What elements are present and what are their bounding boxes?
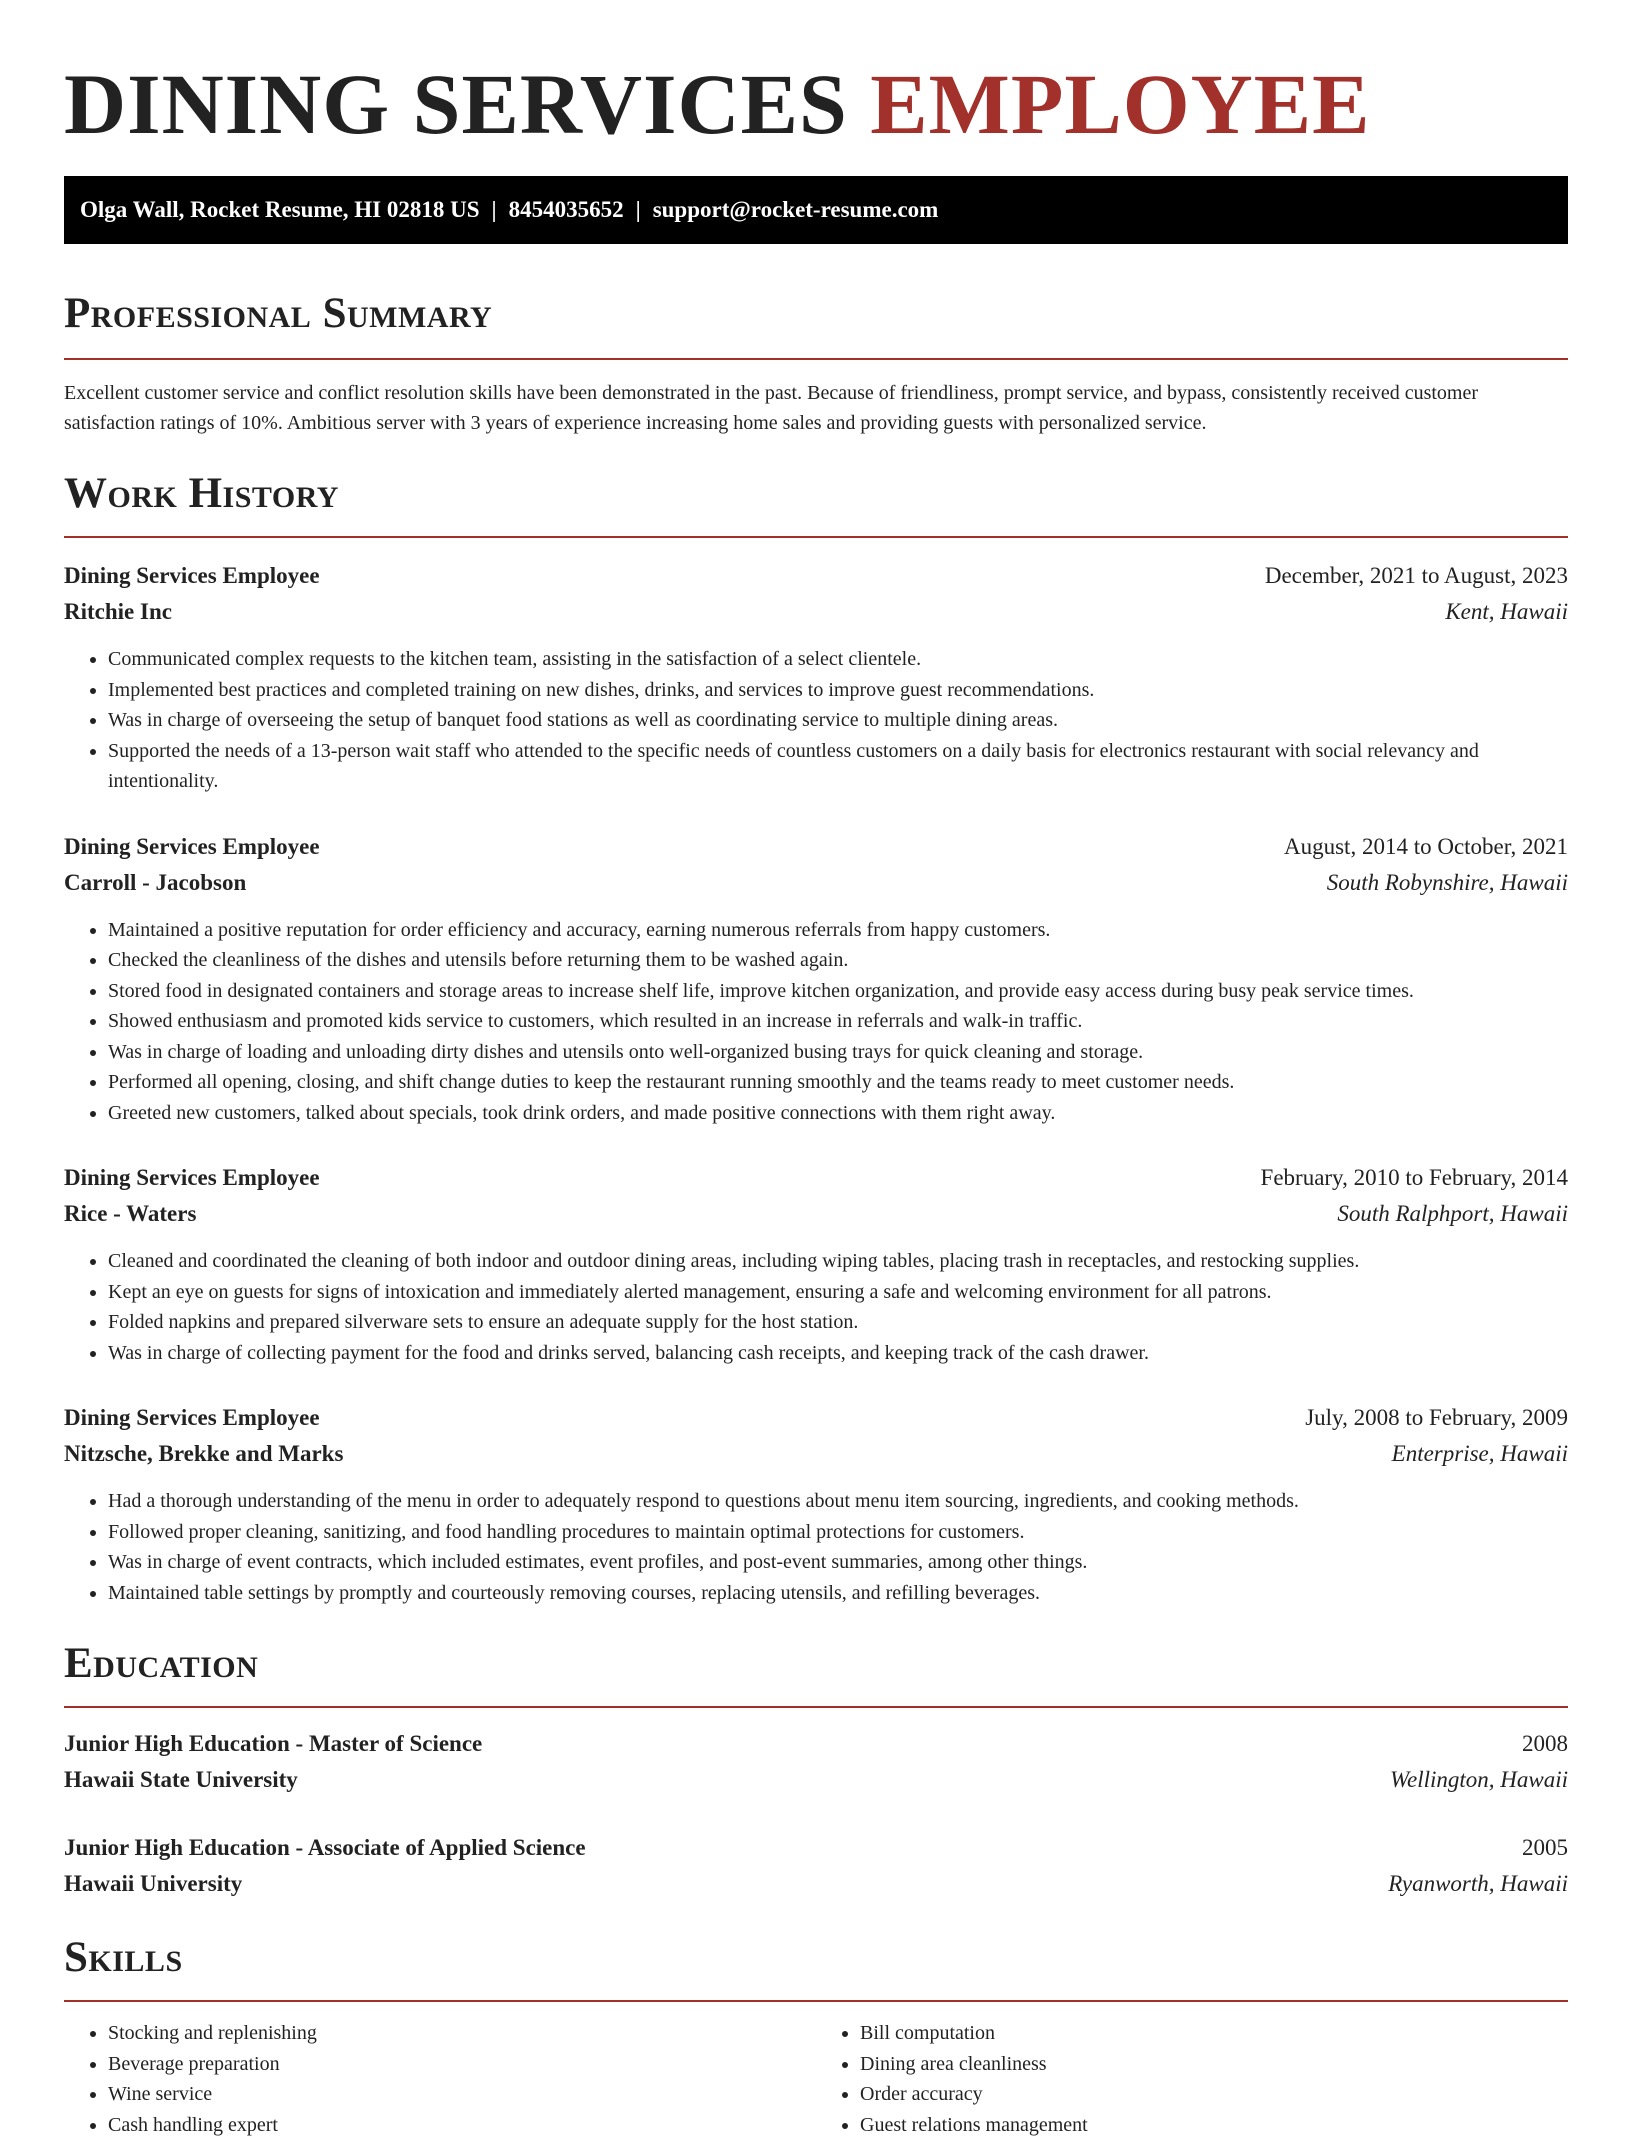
job-entry [64, 558, 1568, 797]
contact-phone: 8454035652 [509, 197, 624, 222]
contact-separator: | [480, 197, 509, 222]
job-dates: July, 2008 to February, 2009 [1305, 1400, 1568, 1436]
job-entry [64, 1400, 1568, 1608]
title-main: DINING SERVICES [64, 56, 848, 152]
job-location: South Robynshire, Hawaii [1327, 865, 1568, 901]
job-company: Ritchie Inc [64, 594, 172, 630]
resume-title [64, 0, 1568, 176]
job-bullet: • Was in charge of event contracts, which included estimates, event profiles, and post-event summaries, among other things. [108, 1547, 1568, 1578]
job-title: Dining Services Employee [64, 1400, 320, 1436]
summary-section [64, 288, 1568, 438]
education-year: 2005 [1522, 1830, 1568, 1866]
job-entry [64, 1160, 1568, 1368]
job-bullet: • Followed proper cleaning, sanitizing, and food handling procedures to maintain optimal protections for customers. [108, 1517, 1568, 1548]
work-history-section [64, 468, 1568, 1608]
skills-list-right [816, 2018, 1568, 2140]
job-company: Nitzsche, Brekke and Marks [64, 1436, 343, 1472]
job-bullet: • Folded napkins and prepared silverware sets to ensure an adequate supply for the host station. [108, 1307, 1568, 1338]
contact-address: Olga Wall, Rocket Resume, HI 02818 US [80, 197, 480, 222]
contact-email[interactable]: support@rocket-resume.com [653, 197, 939, 222]
job-bullet: • Had a thorough understanding of the menu in order to adequately respond to questions about menu item sourcing, ingredients, and cooking methods. [108, 1486, 1568, 1517]
job-bullet: • Maintained table settings by promptly and courteously removing courses, replacing utensils, and refilling beverages. [108, 1578, 1568, 1609]
contact-bar [64, 176, 1568, 244]
education-degree: Junior High Education - Master of Science [64, 1726, 482, 1762]
job-bullet: • Communicated complex requests to the kitchen team, assisting in the satisfaction of a select clientele. [108, 644, 1568, 675]
education-entry [64, 1830, 1568, 1902]
skill-item: • Bill computation [860, 2018, 1568, 2049]
skill-item: • Beverage preparation [108, 2049, 816, 2080]
job-bullet: • Implemented best practices and completed training on new dishes, drinks, and services to improve guest recommendations. [108, 675, 1568, 706]
education-school-row [64, 1762, 1568, 1798]
education-school: Hawaii University [64, 1866, 242, 1902]
job-entry [64, 829, 1568, 1129]
job-title: Dining Services Employee [64, 1160, 320, 1196]
section-heading-education: Education [64, 1638, 1568, 1690]
section-divider [64, 2000, 1568, 2002]
section-divider [64, 358, 1568, 360]
education-section [64, 1638, 1568, 1902]
job-header-row [64, 829, 1568, 865]
section-heading-work-history: Work History [64, 468, 1568, 520]
skill-item: • Stocking and replenishing [108, 2018, 816, 2049]
job-bullet: • Showed enthusiasm and promoted kids service to customers, which resulted in an increase in referrals and walk-in traffic. [108, 1006, 1568, 1037]
skills-columns [64, 2018, 1568, 2140]
job-location: Kent, Hawaii [1445, 594, 1568, 630]
job-header-row [64, 1400, 1568, 1436]
summary-text: Excellent customer service and conflict resolution skills have been demonstrated in the past. Because of friendliness, prompt service, and bypass, consistently received customer satisfaction ratings of 10%. Ambitious server with 3 years of experience increasing home sales and providing guests with personalized service. [64, 378, 1568, 438]
skill-item: • Dining area cleanliness [860, 2049, 1568, 2080]
job-dates: December, 2021 to August, 2023 [1265, 558, 1568, 594]
job-bullet: • Kept an eye on guests for signs of intoxication and immediately alerted management, ensuring a safe and welcoming environment for all patrons. [108, 1277, 1568, 1308]
job-bullets [64, 915, 1568, 1129]
education-location: Wellington, Hawaii [1390, 1762, 1568, 1798]
skill-item: • Cash handling expert [108, 2110, 816, 2140]
job-header-row [64, 558, 1568, 594]
education-school: Hawaii State University [64, 1762, 298, 1798]
contact-separator: | [624, 197, 653, 222]
education-header-row [64, 1726, 1568, 1762]
section-heading-skills: Skills [64, 1932, 1568, 1984]
job-bullet: • Checked the cleanliness of the dishes and utensils before returning them to be washed again. [108, 945, 1568, 976]
education-school-row [64, 1866, 1568, 1902]
skill-item: • Order accuracy [860, 2079, 1568, 2110]
section-divider [64, 1706, 1568, 1708]
job-company: Carroll - Jacobson [64, 865, 246, 901]
job-bullet: • Greeted new customers, talked about specials, took drink orders, and made positive connections with them right away. [108, 1098, 1568, 1129]
job-bullet: • Performed all opening, closing, and shift change duties to keep the restaurant running smoothly and the teams ready to meet customer needs. [108, 1067, 1568, 1098]
job-header-row [64, 1160, 1568, 1196]
skills-section [64, 1932, 1568, 2140]
job-bullet: • Was in charge of loading and unloading dirty dishes and utensils onto well-organized busing trays for quick cleaning and storage. [108, 1037, 1568, 1068]
job-location: Enterprise, Hawaii [1392, 1436, 1568, 1472]
job-title: Dining Services Employee [64, 829, 320, 865]
job-dates: February, 2010 to February, 2014 [1261, 1160, 1568, 1196]
job-bullets [64, 1486, 1568, 1608]
title-accent: EMPLOYEE [870, 56, 1370, 152]
skill-item: • Wine service [108, 2079, 816, 2110]
job-company-row [64, 1196, 1568, 1232]
job-bullet: • Maintained a positive reputation for order efficiency and accuracy, earning numerous referrals from happy customers. [108, 915, 1568, 946]
job-location: South Ralphport, Hawaii [1337, 1196, 1568, 1232]
skill-item: • Guest relations management [860, 2110, 1568, 2140]
job-bullets [64, 1246, 1568, 1368]
job-bullet: • Cleaned and coordinated the cleaning of both indoor and outdoor dining areas, including wiping tables, placing trash in receptacles, and restocking supplies. [108, 1246, 1568, 1277]
section-heading-summary: Professional Summary [64, 288, 1568, 340]
education-year: 2008 [1522, 1726, 1568, 1762]
job-company-row [64, 865, 1568, 901]
job-bullet: • Stored food in designated containers and storage areas to increase shelf life, improve kitchen organization, and provide easy access during busy peak service times. [108, 976, 1568, 1007]
section-divider [64, 536, 1568, 538]
job-bullet: • Supported the needs of a 13-person wait staff who attended to the specific needs of countless customers on a daily basis for electronics restaurant with social relevancy and intentionality. [108, 736, 1568, 797]
job-title: Dining Services Employee [64, 558, 320, 594]
job-company-row [64, 594, 1568, 630]
skills-list-left [64, 2018, 816, 2140]
job-company: Rice - Waters [64, 1196, 196, 1232]
job-bullet: • Was in charge of collecting payment for the food and drinks served, balancing cash receipts, and keeping track of the cash drawer. [108, 1338, 1568, 1369]
education-entry [64, 1726, 1568, 1798]
education-degree: Junior High Education - Associate of Applied Science [64, 1830, 586, 1866]
job-bullets [64, 644, 1568, 797]
job-company-row [64, 1436, 1568, 1472]
education-location: Ryanworth, Hawaii [1388, 1866, 1568, 1902]
job-dates: August, 2014 to October, 2021 [1284, 829, 1568, 865]
education-header-row [64, 1830, 1568, 1866]
job-bullet: • Was in charge of overseeing the setup of banquet food stations as well as coordinating service to multiple dining areas. [108, 705, 1568, 736]
